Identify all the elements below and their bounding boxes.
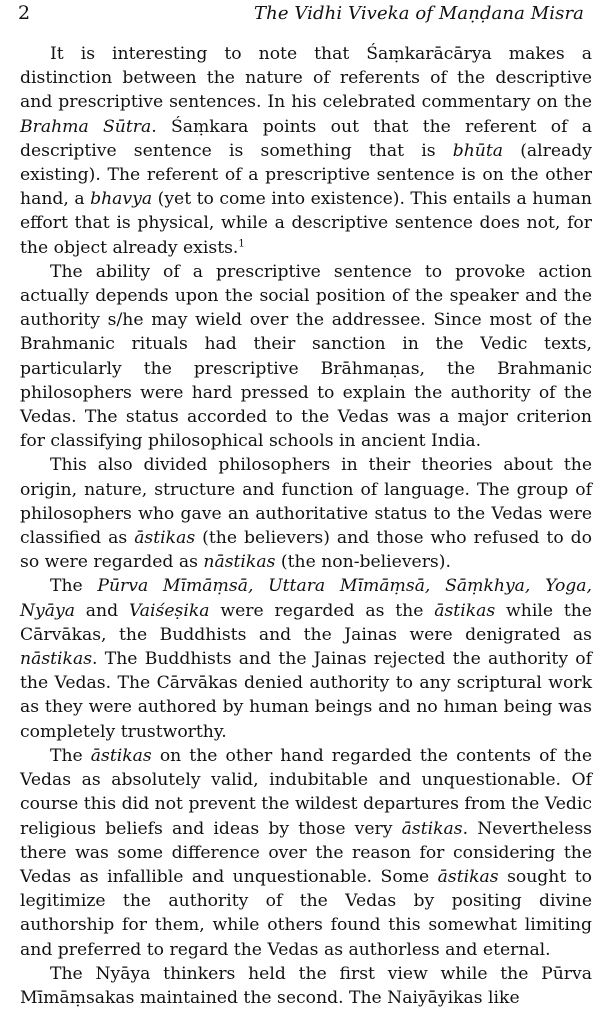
italic-term: Vaiśeṣika [128, 600, 210, 621]
italic-term: nāstikas [203, 552, 276, 573]
text-run: and [74, 600, 129, 621]
text-run: The [50, 576, 98, 597]
page-number: 2 [18, 2, 31, 24]
paragraph [20, 962, 592, 1010]
text-run: The [50, 745, 91, 766]
body-text [20, 42, 592, 1010]
text-run: on the other hand regarded the contents of the Vedas as absolutely valid, indubitable and unquestionable. Of course this did not prevent the wildest departures from the Vedic religious beliefs and ideas by those very [20, 745, 592, 839]
text-run: (already existing). The referent of a prescriptive sentence is on the other hand, a [20, 140, 593, 210]
paragraph [20, 453, 592, 574]
text-run: The ability of a prescriptive sentence to provoke action actually depends upon the social position of the speaker and the authority s/he may wield over the addressee. Since most of the Brahmanic rituals had their sanction in the Vedic texts, particularly the prescriptive Brāhmaṇas, the Brahmanic philosophers were hard pressed to explain the authority of the Vedas. The status accorded to the Vedas was a major criterion for classifying philosophical schools in ancient India. [20, 261, 592, 452]
paragraph [20, 574, 592, 743]
footnote-marker: 1 [238, 237, 245, 249]
italic-term: āstikas [90, 745, 152, 766]
text-run: (yet to come into existence). This entails a human effort that is physical, while a descriptive sentence does not, for the object already exists. [20, 189, 592, 258]
text-run: The Nyāya thinkers held the first view while the Pūrva Mīmāṃsakas maintained the second. The Naiyāyikas like [20, 963, 592, 1008]
text-run: . The Buddhists and the Jainas rejected the authority of the Vedas. The Cārvākas denied authority to any scriptural work as they were authored by human beings and no hıman being was completely trustworthy. [20, 649, 592, 742]
italic-term: Brahma Sūtra [20, 116, 152, 137]
text-run: . Nevertheless there was some difference over the reason for considering the Vedas as infallible and unquestionable. Some [20, 818, 592, 887]
text-run: It is interesting to note that Śaṃkarācārya makes a distinction between the nature of referents of the descriptive and prescriptive sentences. In his celebrated commentary on the [20, 44, 592, 113]
italic-term: āstikas [401, 818, 463, 839]
italic-term: nāstikas [20, 649, 93, 670]
italic-term: bhūta [452, 140, 504, 161]
paragraph [20, 42, 592, 260]
text-run: (the non-believers). [275, 552, 451, 573]
text-run: were regarded as the [209, 600, 435, 621]
text-run: (the believers) and those who refused to do so were regarded as [20, 528, 592, 573]
paragraph [20, 260, 592, 454]
text-run: while the Cārvākas, the Buddhists and the Jainas were denigrated as [20, 600, 592, 645]
italic-term: āstikas [437, 866, 499, 887]
text-run: . Śaṃkara points out that the referent of a descriptive sentence is something that is [20, 116, 592, 161]
paragraph [20, 744, 592, 962]
italic-term: bhavya [90, 189, 153, 210]
italic-term: āstikas [134, 528, 196, 549]
running-head: The Vidhi Viveka of Maṇḍana Misra [254, 3, 584, 24]
italic-term: āstikas [434, 600, 496, 621]
italic-term: Pūrva Mīmāṃsā, Uttara Mīmāṃsā, Sāṃkhya, Yoga, Nyāya [20, 576, 592, 621]
text-run: This also divided philosophers in their theories about the origin, nature, structure and function of language. The group of philosophers who gave an authoritative status to the Vedas were classified as [20, 455, 592, 549]
text-run: sought to legitimize the authority of the Vedas by positing divine authorship for them, while others found this somewhat limiting and preferred to regard the Vedas as authorless and eternal. [20, 866, 593, 960]
